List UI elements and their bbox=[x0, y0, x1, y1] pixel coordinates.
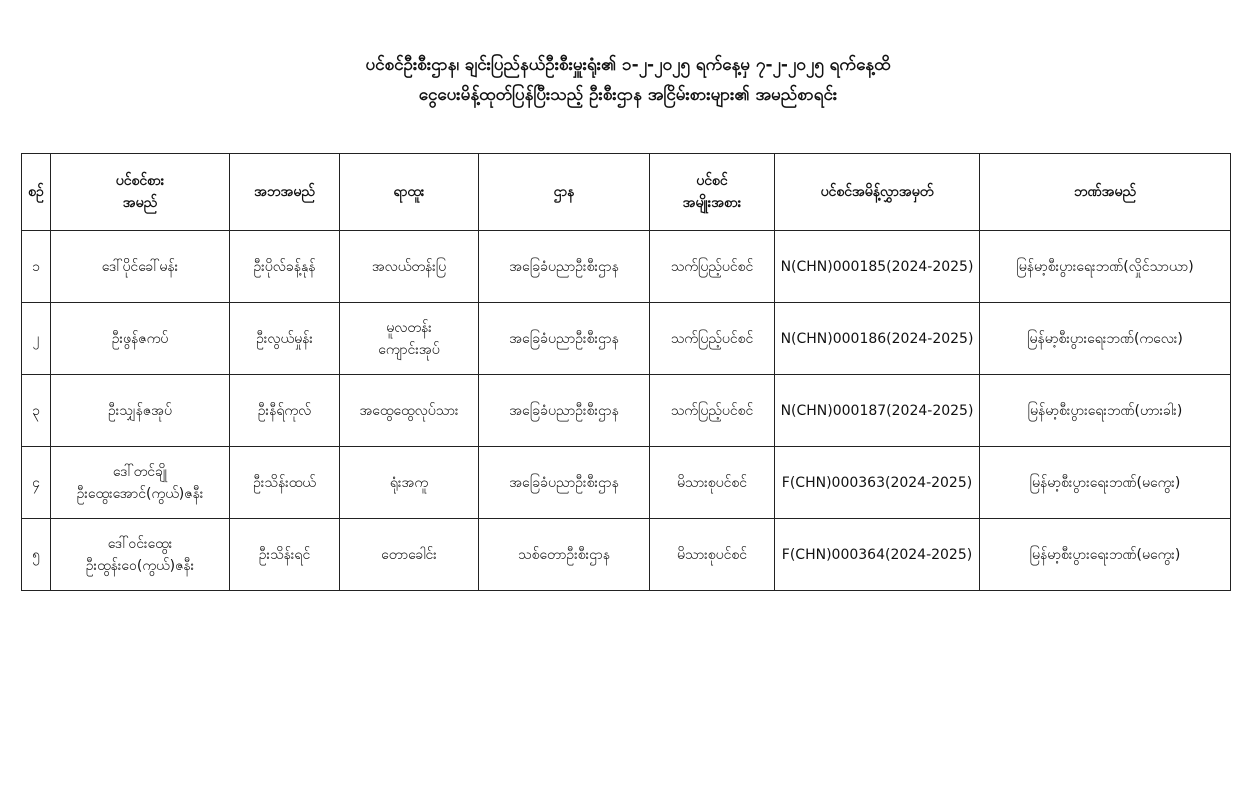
cell-father: ဦးလွယ်မှုန်း bbox=[230, 303, 340, 375]
cell-order-no: F(CHN)000364(2024-2025) bbox=[775, 519, 980, 591]
cell-bank: မြန်မာ့စီးပွားရေးဘဏ်(လှိုင်သာယာ) bbox=[980, 231, 1231, 303]
cell-bank: မြန်မာ့စီးပွားရေးဘဏ်(ကလေး) bbox=[980, 303, 1231, 375]
header-bank: ဘဏ်အမည် bbox=[980, 154, 1231, 231]
cell-position: မူလတန်း ကျောင်းအုပ် bbox=[340, 303, 479, 375]
cell-pension-type: သက်ပြည့်ပင်စင် bbox=[650, 375, 775, 447]
cell-position: အလယ်တန်းပြ bbox=[340, 231, 479, 303]
title-line-2: ငွေပေးမိန့်ထုတ်ပြန်ပြီးသည့် ဦးစီးဌာန အငြိမ်းစားများ၏ အမည်စာရင်း bbox=[418, 85, 838, 105]
cell-bank: မြန်မာ့စီးပွားရေးဘဏ်(ဟားခါး) bbox=[980, 375, 1231, 447]
table-row bbox=[22, 303, 1231, 375]
cell-position: တောခေါင်း bbox=[340, 519, 479, 591]
cell-bank: မြန်မာ့စီးပွားရေးဘဏ်(မကွေး) bbox=[980, 447, 1231, 519]
cell-department: သစ်တောဦးစီးဌာန bbox=[479, 519, 650, 591]
table-row bbox=[22, 519, 1231, 591]
cell-father: ဦးနီရ်ကုလ် bbox=[230, 375, 340, 447]
cell-no: ၃ bbox=[22, 375, 51, 447]
header-row bbox=[22, 154, 1231, 231]
header-department: ဌာန bbox=[479, 154, 650, 231]
header-order-no: ပင်စင်အမိန့်လွှာအမှတ် bbox=[775, 154, 980, 231]
cell-no: ၄ bbox=[22, 447, 51, 519]
header-father: အဘအမည် bbox=[230, 154, 340, 231]
cell-order-no: N(CHN)000185(2024-2025) bbox=[775, 231, 980, 303]
cell-father: ဦးသိန်းထယ် bbox=[230, 447, 340, 519]
cell-pension-type: မိသားစုပင်စင် bbox=[650, 447, 775, 519]
cell-order-no: N(CHN)000187(2024-2025) bbox=[775, 375, 980, 447]
cell-order-no: F(CHN)000363(2024-2025) bbox=[775, 447, 980, 519]
cell-position: အထွေထွေလုပ်သား bbox=[340, 375, 479, 447]
header-name: ပင်စင်စား အမည် bbox=[51, 154, 230, 231]
cell-department: အခြေခံပညာဦးစီးဌာန bbox=[479, 375, 650, 447]
document-title bbox=[0, 50, 1256, 110]
cell-pension-type: သက်ပြည့်ပင်စင် bbox=[650, 231, 775, 303]
cell-department: အခြေခံပညာဦးစီးဌာန bbox=[479, 447, 650, 519]
cell-no: ၅ bbox=[22, 519, 51, 591]
cell-name: ဦးသျှန်ဇအုပ် bbox=[51, 375, 230, 447]
cell-father: ဦးသိန်းရင် bbox=[230, 519, 340, 591]
cell-no: ၁ bbox=[22, 231, 51, 303]
table-row bbox=[22, 231, 1231, 303]
cell-father: ဦးပိုလ်ခန့်နုန် bbox=[230, 231, 340, 303]
header-position: ရာထူး bbox=[340, 154, 479, 231]
cell-department: အခြေခံပညာဦးစီးဌာန bbox=[479, 231, 650, 303]
cell-name: ဒေါ်တင်ချို ဦးထွေးအောင်(ကွယ်)ဇနီး bbox=[51, 447, 230, 519]
cell-position: ရုံးအကူ bbox=[340, 447, 479, 519]
table-row bbox=[22, 375, 1231, 447]
cell-department: အခြေခံပညာဦးစီးဌာန bbox=[479, 303, 650, 375]
cell-name: ဒေါ်ပိုင်ခေါ်မန်း bbox=[51, 231, 230, 303]
cell-bank: မြန်မာ့စီးပွားရေးဘဏ်(မကွေး) bbox=[980, 519, 1231, 591]
cell-name: ဦးဖွန်ဇကပ် bbox=[51, 303, 230, 375]
cell-order-no: N(CHN)000186(2024-2025) bbox=[775, 303, 980, 375]
header-no: စဉ် bbox=[22, 154, 51, 231]
cell-no: ၂ bbox=[22, 303, 51, 375]
cell-pension-type: သက်ပြည့်ပင်စင် bbox=[650, 303, 775, 375]
header-pension-type: ပင်စင် အမျိုးအစား bbox=[650, 154, 775, 231]
cell-pension-type: မိသားစုပင်စင် bbox=[650, 519, 775, 591]
pensioner-table bbox=[21, 153, 1231, 591]
table-row bbox=[22, 447, 1231, 519]
cell-name: ဒေါ်ဝင်းထွေး ဦးထွန်းဝေ(ကွယ်)ဇနီး bbox=[51, 519, 230, 591]
title-line-1: ပင်စင်ဦးစီးဌာန၊ ချင်းပြည်နယ်ဦးစီးမှူးရုံး၏ ၁-၂-၂၀၂၅ ရက်နေ့မှ ၇-၂-၂၀၂၅ ရက်နေ့ထိ bbox=[365, 55, 891, 75]
